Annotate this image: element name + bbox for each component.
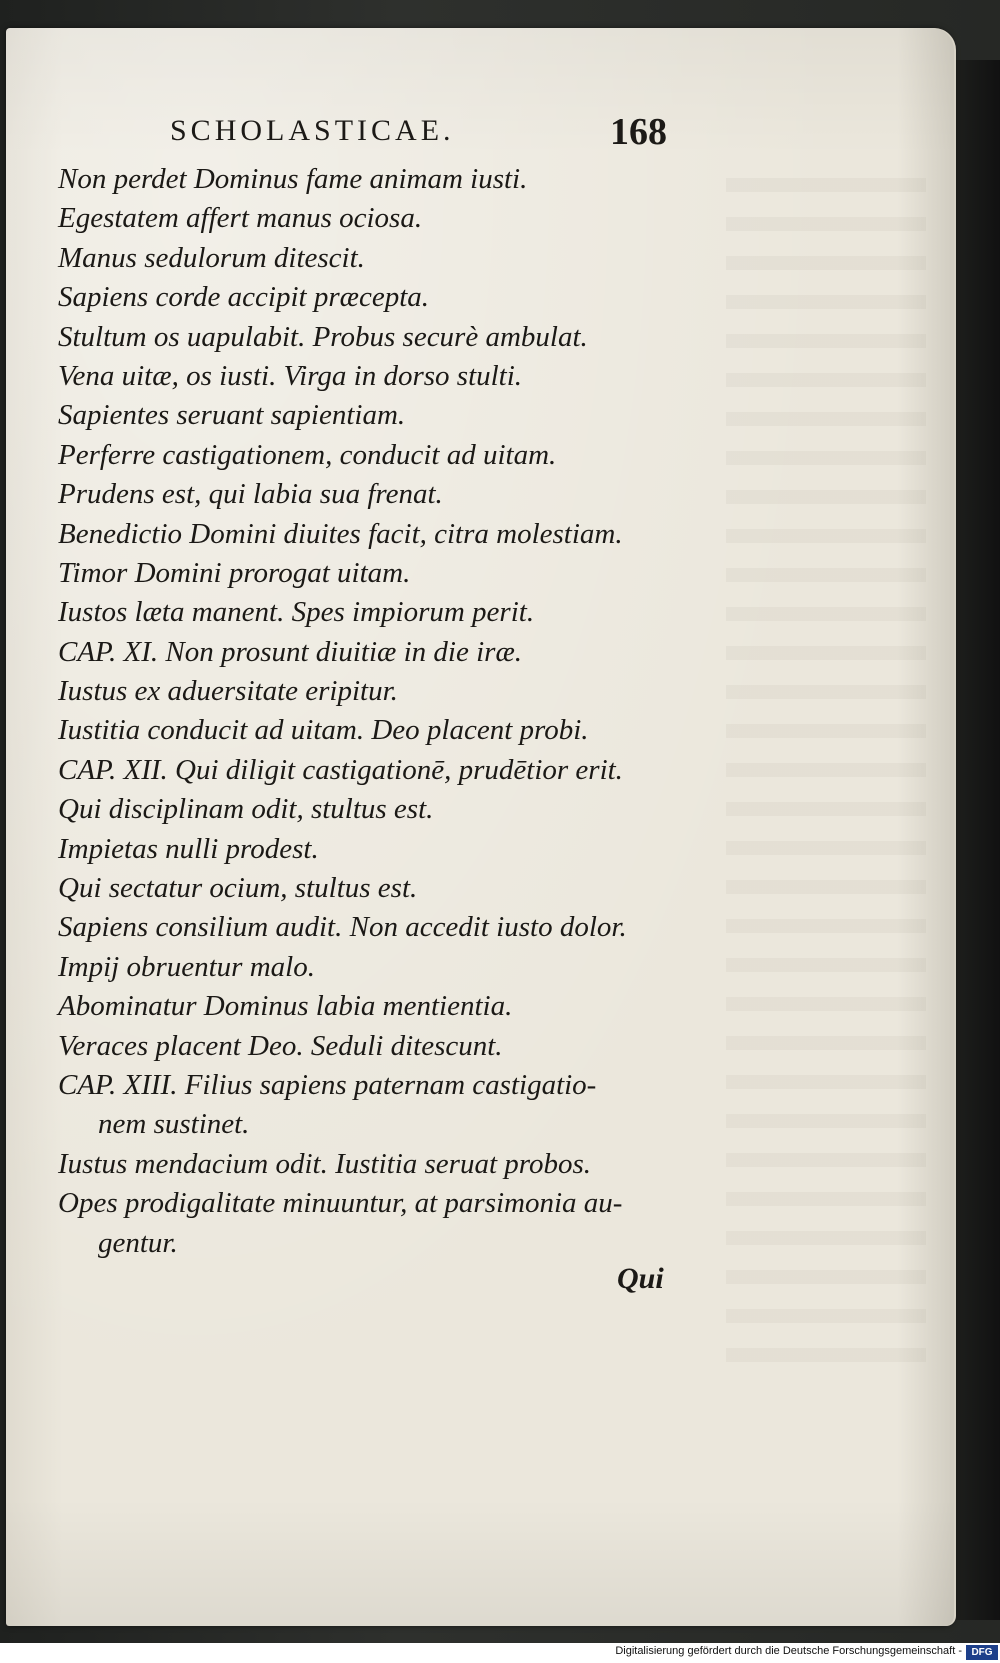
text-line: Veraces placent Deo. Seduli ditescunt. xyxy=(58,1029,503,1062)
text-line: Prudens est, qui labia sua frenat. xyxy=(58,478,443,511)
text-line-continuation: gentur. xyxy=(98,1226,178,1259)
text-line-continuation: nem sustinet. xyxy=(98,1108,250,1141)
chapter-heading-line: CAP. XIII. Filius sapiens paternam castigatio- xyxy=(58,1068,597,1101)
text-line: Abominatur Dominus labia mentientia. xyxy=(58,990,513,1023)
text-line: Timor Domini prorogat uitam. xyxy=(58,556,411,589)
text-line: Impij obruentur malo. xyxy=(58,950,315,983)
chapter-heading-line: CAP. XII. Qui diligit castigationē, prudētior erit. xyxy=(58,753,623,786)
footer-credit: Digitalisierung gefördert durch die Deutsche Forschungsgemeinschaft - xyxy=(615,1645,962,1657)
text-line: Stultum os uapulabit. Probus securè ambulat. xyxy=(58,320,588,353)
page-header xyxy=(170,110,690,160)
text-line: Egestatem affert manus ociosa. xyxy=(58,202,423,235)
text-line: Iustus ex aduersitate eripitur. xyxy=(58,675,398,708)
dfg-logo: DFG xyxy=(966,1645,998,1660)
text-line: Manus sedulorum ditescit. xyxy=(58,241,365,274)
text-line: Sapiens corde accipit præcepta. xyxy=(58,281,430,314)
text-line: Vena uitæ, os iusti. Virga in dorso stulti. xyxy=(58,359,523,392)
catchword: Qui xyxy=(617,1262,664,1295)
text-line: Qui disciplinam odit, stultus est. xyxy=(58,793,434,826)
text-line: Opes prodigalitate minuuntur, at parsimonia au- xyxy=(58,1187,623,1220)
text-line: Sapiens consilium audit. Non accedit iusto dolor. xyxy=(58,911,627,944)
text-line: Perferre castigationem, conducit ad uitam. xyxy=(58,438,557,471)
text-line: Non perdet Dominus fame animam iusti. xyxy=(58,163,528,195)
text-line: Iustitia conducit ad uitam. Deo placent probi. xyxy=(58,714,589,747)
chapter-heading-line: CAP. XI. Non prosunt diuitiæ in die iræ. xyxy=(58,635,523,668)
text-line: Iustus mendacium odit. Iustitia seruat probos. xyxy=(58,1147,592,1180)
text-line: Impietas nulli prodest. xyxy=(58,832,319,865)
text-line: Qui sectatur ocium, stultus est. xyxy=(58,872,418,905)
page-number: 168 xyxy=(610,111,667,153)
ink-show-through xyxy=(726,178,926,1378)
digitization-footer xyxy=(0,1643,1000,1663)
text-block xyxy=(58,160,698,1263)
text-line: Benedictio Domini diuites facit, citra molestiam. xyxy=(58,517,623,550)
text-line: Sapientes seruant sapientiam. xyxy=(58,399,406,432)
running-title: SCHOLASTICAE. xyxy=(170,114,455,147)
text-line: Iustos læta manent. Spes impiorum perit. xyxy=(58,596,535,629)
